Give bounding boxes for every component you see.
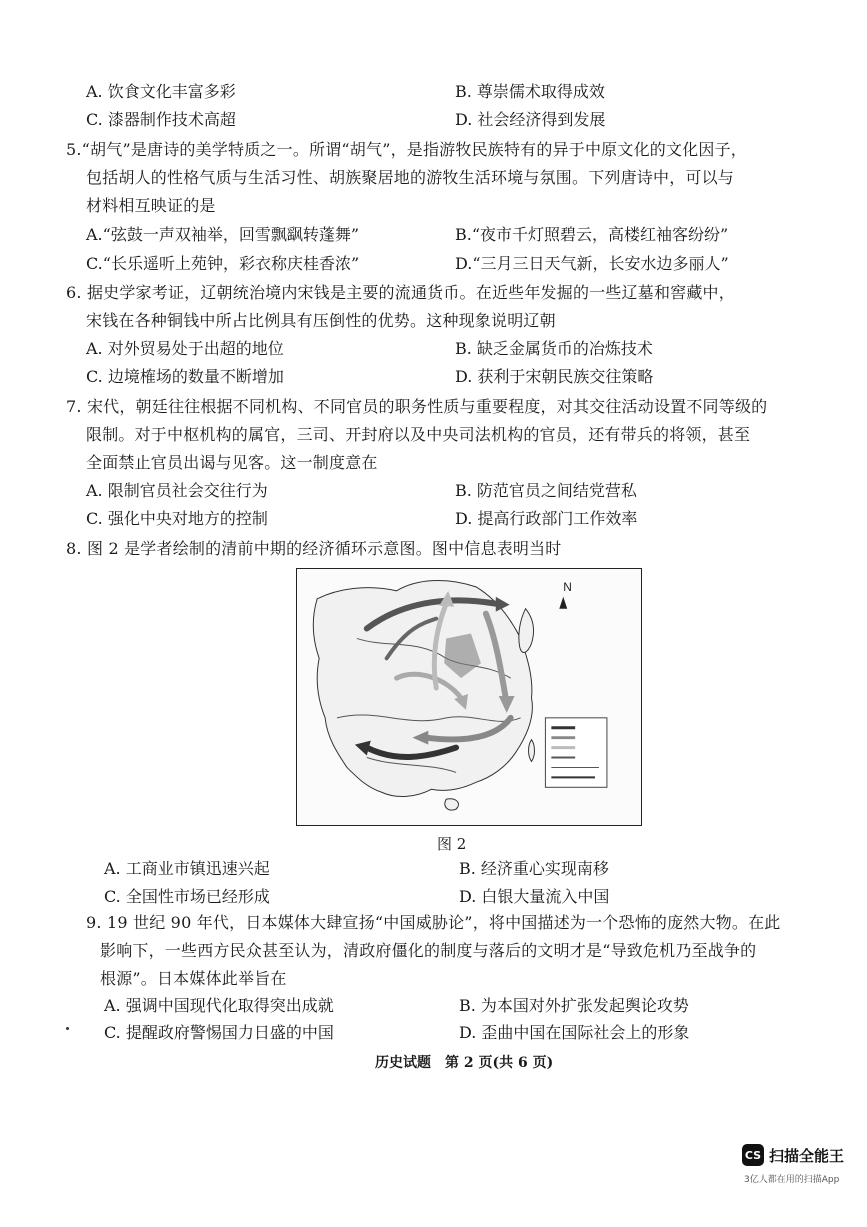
q5-option-b: B.“夜市千灯照碧云，高楼红袖客纷纷” [455, 225, 729, 244]
q6-option-a: A. 对外贸易处于出超的地位 [86, 339, 284, 358]
q4-option-b: B. 尊崇儒术取得成效 [455, 82, 605, 101]
economic-circulation-map [296, 568, 642, 826]
q6-stem-line-1: 6. 据史学家考证，辽朝统治境内宋钱是主要的流通货币。在近些年发掘的一些辽墓和窖藏中， [66, 283, 735, 302]
q9-stem-line-3: 根源”。日本媒体此举旨在 [100, 969, 287, 988]
q9-option-d: D. 歪曲中国在国际社会上的形象 [459, 1023, 690, 1042]
page-footer: 历史试题 第 2 页(共 6 页) [375, 1055, 554, 1071]
q5-option-c: C.“长乐遥听上苑钟，彩衣称庆桂香浓” [86, 254, 360, 273]
q7-option-c: C. 强化中央对地方的控制 [86, 509, 268, 528]
q8-stem-line-1: 8. 图 2 是学者绘制的清前中期的经济循环示意图。图中信息表明当时 [66, 539, 562, 558]
scanner-watermark [742, 1144, 844, 1166]
scan-speck [66, 1027, 69, 1030]
q5-option-a: A.“弦鼓一声双袖举，回雪飘飖转蓬舞” [86, 225, 360, 244]
map-illustration [297, 569, 641, 825]
q6-option-d: D. 获利于宋朝民族交往策略 [455, 367, 654, 386]
q4-option-c: C. 漆器制作技术高超 [86, 110, 236, 129]
q7-option-a: A. 限制官员社会交往行为 [86, 481, 268, 500]
q5-option-d: D.“三月三日天气新，长安水边多丽人” [455, 254, 729, 273]
q9-option-c: C. 提醒政府警惕国力日盛的中国 [104, 1023, 334, 1042]
q8-option-c: C. 全国性市场已经形成 [104, 887, 270, 906]
scanner-tagline: 3亿人都在用的扫描App [744, 1175, 840, 1185]
q6-stem-line-2: 宋钱在各种铜钱中所占比例具有压倒性的优势。这种现象说明辽朝 [86, 311, 556, 330]
q5-stem-line-1: 5.“胡气”是唐诗的美学特质之一。所谓“胡气”，是指游牧民族特有的异于中原文化的文化因子， [66, 140, 747, 159]
camscanner-logo-icon: CS [742, 1144, 764, 1166]
q7-stem-line-1: 7. 宋代，朝廷往往根据不同机构、不同官员的职务性质与重要程度，对其交往活动设置不同等级的 [66, 397, 768, 416]
q9-option-a: A. 强调中国现代化取得突出成就 [104, 996, 334, 1015]
q7-stem-line-2: 限制。对于中枢机构的属官，三司、开封府以及中央司法机构的官员，还有带兵的将领，甚至 [86, 425, 751, 444]
q5-stem-line-2: 包括胡人的性格气质与生活习性、胡族聚居地的游牧生活环境与氛围。下列唐诗中，可以与 [86, 168, 735, 187]
q8-option-b: B. 经济重心实现南移 [459, 859, 609, 878]
q8-option-a: A. 工商业市镇迅速兴起 [104, 859, 270, 878]
q4-option-d: D. 社会经济得到发展 [455, 110, 606, 129]
q5-stem-line-3: 材料相互映证的是 [86, 196, 216, 215]
q7-option-b: B. 防范官员之间结党营私 [455, 481, 637, 500]
north-arrow-icon [559, 597, 567, 609]
q9-option-b: B. 为本国对外扩张发起舆论攻势 [459, 996, 689, 1015]
north-label: N [563, 579, 572, 594]
figure-caption: 图 2 [437, 835, 467, 853]
q6-option-b: B. 缺乏金属货币的冶炼技术 [455, 339, 653, 358]
q9-stem-line-1: 9. 19 世纪 90 年代，日本媒体大肆宣扬“中国威胁论”，将中国描述为一个恐怖的庞然大物。在此 [86, 913, 781, 932]
q7-stem-line-3: 全面禁止官员出谒与见客。这一制度意在 [86, 453, 378, 472]
q9-stem-line-2: 影响下，一些西方民众甚至认为，清政府僵化的制度与落后的文明才是“导致危机乃至战争的 [100, 941, 757, 960]
scanner-app-name: 扫描全能王 [769, 1146, 845, 1165]
q6-option-c: C. 边境榷场的数量不断增加 [86, 367, 284, 386]
q8-option-d: D. 白银大量流入中国 [459, 887, 610, 906]
q4-option-a: A. 饮食文化丰富多彩 [86, 82, 236, 101]
q7-option-d: D. 提高行政部门工作效率 [455, 509, 638, 528]
